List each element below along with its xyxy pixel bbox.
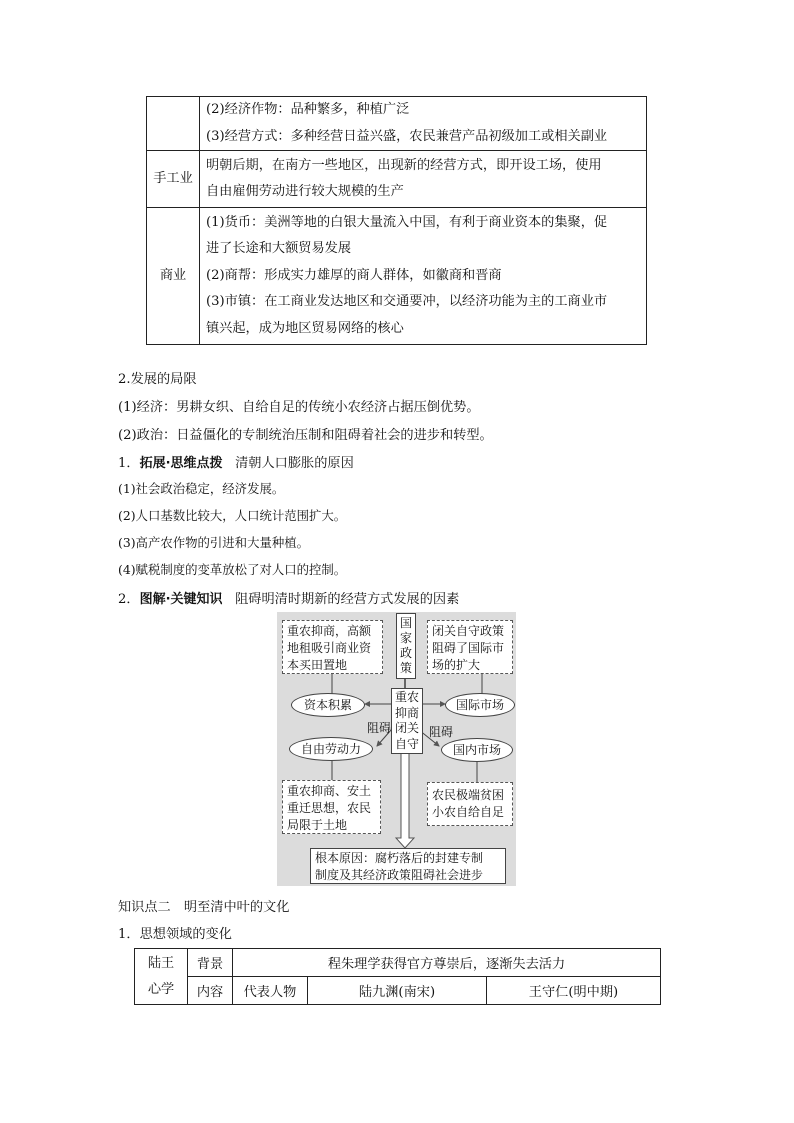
root-cause-box <box>310 848 506 884</box>
school-line-1: 陆王 <box>147 955 175 971</box>
hinder-label-right: 阻碍 <box>429 725 454 739</box>
illus-heading <box>118 588 459 607</box>
peasant-land-line-3: 局限于土地 <box>287 818 348 832</box>
domestic-market-ellipse: 国内市场 <box>441 738 513 762</box>
background-text-cell: 程朱理学获得官方尊崇后，逐渐失去活力 <box>233 949 661 977</box>
limits-economy: (1)经济：男耕女织、自给自足的传统小农经济占据压倒优势。 <box>118 400 480 415</box>
root-cause-line-1: 根本原因：腐朽落后的封建专制 <box>315 851 484 865</box>
commerce-line-3: (2)商帮：形成实力雄厚的商人群体，如徽商和晋商 <box>206 267 502 283</box>
capital-accumulation-ellipse: 资本积累 <box>291 693 365 717</box>
section2-subtitle: 1．思想领域的变化 <box>118 927 232 942</box>
center-line-2: 抑商 <box>394 705 419 720</box>
limits-politics: (2)政治：日益僵化的专制统治压制和阻碍着社会的进步和转型。 <box>118 428 493 443</box>
policy-char-3: 政 <box>399 646 412 660</box>
center-line-4: 自守 <box>394 736 419 751</box>
land-purchase-line-2: 地租吸引商业资 <box>287 641 372 655</box>
closed-door-line-1: 闭关自守政策 <box>432 624 505 638</box>
hinder-label-left: 阻碍 <box>367 721 392 735</box>
content-label-cell: 内容 <box>188 977 233 1005</box>
center-line-3: 闭关 <box>394 721 419 735</box>
center-line-1: 重农 <box>394 690 419 704</box>
agriculture-cell <box>200 97 647 151</box>
land-purchase-line-1: 重农抑商，高额 <box>287 624 372 638</box>
expand-item-4: (4)赋税制度的变革放松了对人口的控制。 <box>118 562 347 577</box>
handicraft-line-1: 明朝后期，在南方一些地区，出现新的经营方式，即开设工场，使用 <box>206 157 602 173</box>
illus-number: 2． <box>118 592 140 607</box>
closed-door-line-2: 阻碍了国际市 <box>432 641 505 655</box>
illus-tag: 图解·关键知识 <box>139 592 223 607</box>
commerce-line-4: (3)市镇：在工商业发达地区和交通要冲，以经济功能为主的工商业市 <box>206 294 608 310</box>
policy-char-2: 家 <box>399 631 412 645</box>
peasant-poverty-box <box>427 782 513 826</box>
school-cell <box>135 949 188 1005</box>
commerce-line-1: (1)货币：美洲等地的白银大量流入中国，有利于商业资本的集聚，促 <box>206 214 608 230</box>
closed-door-box <box>427 620 513 674</box>
school-line-2: 心学 <box>147 981 175 997</box>
free-labor-ellipse: 自由劳动力 <box>289 737 373 761</box>
expand-item-3: (3)高产农作物的引进和大量种植。 <box>118 535 310 550</box>
obstacle-diagram <box>277 612 516 886</box>
peasant-land-line-1: 重农抑商、安土 <box>287 784 372 798</box>
land-purchase-line-3: 本买田置地 <box>287 658 348 672</box>
intl-market-ellipse: 国际市场 <box>445 693 515 717</box>
background-label-cell: 背景 <box>188 949 233 977</box>
cash-crops-line: (2)经济作物：品种繁多，种植广泛 <box>206 102 410 117</box>
closed-door-line-3: 场的扩大 <box>432 658 481 672</box>
person1-cell: 陆九渊(南宋) <box>308 977 487 1005</box>
expand-item-2: (2)人口基数比较大，人口统计范围扩大。 <box>118 508 347 523</box>
center-policy-box <box>391 688 423 754</box>
expand-tag: 拓展·思维点拨 <box>139 456 223 471</box>
management-line: (3)经营方式：多种经营日益兴盛，农民兼营产品初级加工或相关副业 <box>206 128 608 144</box>
commerce-cell <box>200 208 647 345</box>
policy-char-4: 策 <box>399 661 412 675</box>
peasant-land-line-2: 重迁思想，农民 <box>287 801 372 815</box>
row-label-commerce: 商业 <box>147 208 200 345</box>
root-arrow <box>396 748 414 848</box>
illus-title: 阻碍明清时期新的经营方式发展的因素 <box>235 592 460 607</box>
limits-title: 2.发展的局限 <box>118 372 197 387</box>
root-cause-line-2: 制度及其经济政策阻碍社会进步 <box>315 868 484 882</box>
rep-label-cell: 代表人物 <box>233 977 308 1005</box>
handicraft-line-2: 自由雇佣劳动进行较大规模的生产 <box>206 184 404 199</box>
thought-table <box>134 948 661 1005</box>
handicraft-cell <box>200 151 647 208</box>
person2-cell: 王守仁(明中期) <box>487 977 661 1005</box>
land-purchase-box <box>282 620 383 674</box>
policy-char-1: 国 <box>399 616 412 630</box>
expand-heading <box>118 452 354 471</box>
state-policy-box <box>396 613 416 679</box>
agriculture-commerce-table <box>146 96 647 345</box>
expand-item-1: (1)社会政治稳定，经济发展。 <box>118 481 285 496</box>
row-label-blank <box>147 97 200 151</box>
commerce-line-5: 镇兴起，成为地区贸易网络的核心 <box>206 320 404 336</box>
peasant-poverty-line-1: 农民极端贫困 <box>432 788 505 802</box>
peasant-land-box <box>282 780 381 834</box>
expand-title: 清朝人口膨胀的原因 <box>235 456 354 471</box>
peasant-poverty-line-2: 小农自给自足 <box>432 805 505 819</box>
section2-title: 知识点二 明至清中叶的文化 <box>118 900 290 915</box>
row-label-handicraft: 手工业 <box>147 151 200 208</box>
commerce-line-2: 进了长途和大额贸易发展 <box>206 241 352 257</box>
expand-number: 1． <box>118 456 140 471</box>
